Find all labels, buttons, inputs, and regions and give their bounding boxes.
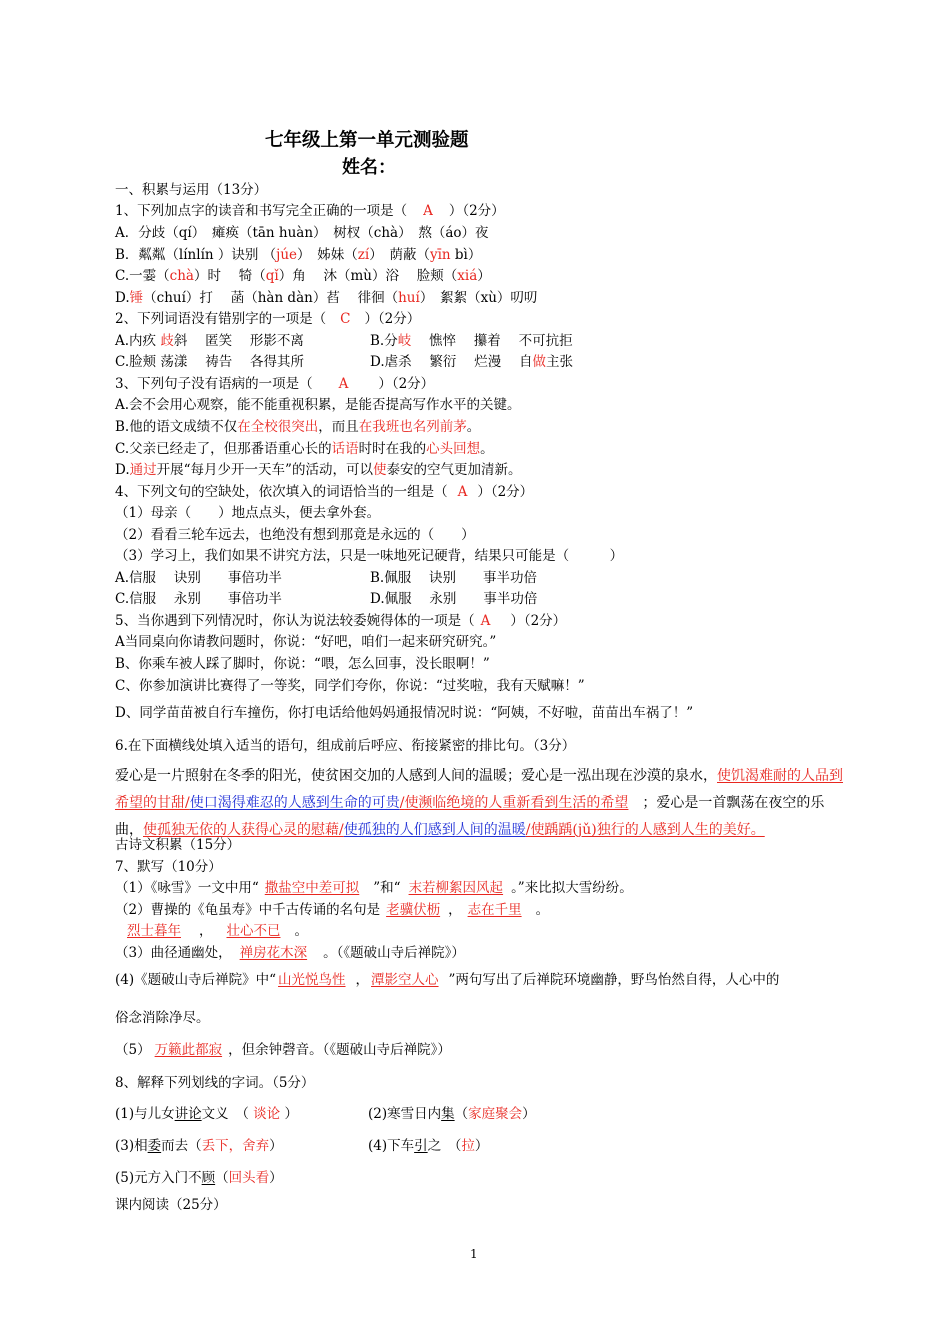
q2-option-c: C.脸颊 荡漾 祷告 各得其所 [115, 354, 305, 370]
q1-b-mark: júe [276, 247, 298, 263]
q7-text: ， [448, 902, 462, 918]
q2-option-b [370, 332, 573, 350]
q5-answer: A [480, 613, 491, 629]
q3-option-d [115, 461, 521, 479]
q2-answer: C [340, 311, 351, 327]
q8-text: （ [215, 1170, 229, 1186]
q1-d-text: （chuí）打 菡（hàn dàn）萏 徘徊（ [143, 290, 399, 306]
q6-separator: / [339, 822, 344, 838]
q3-option-a: A.会不会用心观察，能不能重视积累，是能否提高写作水平的关键。 [115, 397, 521, 413]
q8-item-3 [115, 1137, 283, 1155]
q1-c-text: C.一霎（ [115, 268, 170, 284]
q1-d-mark: huí [398, 290, 420, 306]
q6-separator: / [185, 795, 190, 811]
page-number: 1 [470, 1247, 478, 1261]
q8-item-2 [368, 1105, 536, 1123]
q4-stem-text: 4、下列文句的空缺处，依次填入的词语恰当的一组是（ [115, 484, 448, 500]
q8-text: (5)元方入门不 [115, 1170, 202, 1186]
q1-c-text: ）角 沐（mù）浴 脸颊（ [278, 268, 458, 284]
q4-sentence-1: （1）母亲（ ）地点点头，便去拿外套。 [115, 505, 381, 521]
q6-answer: 使口渴得难忍的人感到生命的可贵 [189, 795, 400, 811]
q8-text: 文义 （ [201, 1106, 254, 1122]
q6-answer: 使孤独无依的人获得心灵的慰藉 [143, 822, 339, 838]
q7-text: 。（《题破山寺后禅院》） [323, 945, 465, 961]
q7-line-6 [115, 1041, 451, 1059]
q4-answer: A [457, 484, 468, 500]
q5-option-c: C、你参加演讲比赛得了一等奖，同学们夸你，你说：“过奖啦，我有天赋嘛！” [115, 678, 585, 694]
section-heading-3: 课内阅读（25分） [115, 1197, 227, 1213]
q3-d-text: 开展“每月少开一天车”的活动，可以 [156, 462, 373, 478]
q7-text: (4)《题破山寺后禅院》中“ [115, 972, 277, 988]
q7-answer: 志在千里 [467, 902, 522, 918]
q7-text: ， [199, 923, 213, 939]
q1-d-text: ） 絮絮（xù）叨叨 [419, 290, 538, 306]
q1-c-text: ） [477, 268, 491, 284]
q7-answer: 壮心不已 [226, 923, 281, 939]
q8-stem: 8、解释下列划线的字词。（5分） [115, 1075, 315, 1091]
q1-d-mark: 锤 [129, 290, 144, 306]
q3-d-mark: 通过 [129, 462, 157, 478]
q8-answer: 回头看 [228, 1170, 270, 1186]
q7-answer: 末若柳絮因风起 [408, 880, 504, 896]
q8-text: 之 （ [427, 1138, 462, 1154]
q7-line-3 [115, 922, 308, 940]
q7-text: （2）曹操的《龟虽寿》中千古传诵的名句是 [115, 902, 381, 918]
q2-b-mark: 岐 [397, 333, 412, 349]
q8-item-4 [368, 1137, 488, 1155]
q8-text: ） [522, 1106, 536, 1122]
q7-line-2 [115, 901, 549, 919]
section-heading-2: 古诗文积累（15分） [115, 837, 241, 853]
q1-c-mark: chà [169, 268, 194, 284]
q8-item-1 [115, 1105, 298, 1123]
q3-c-text: 时时在我的 [358, 441, 427, 457]
q2-a-mark: 歧 [160, 333, 174, 349]
q1-option-b [115, 246, 481, 264]
q8-text: (2)寒雪日内 [368, 1106, 442, 1122]
q8-text: ） [269, 1170, 283, 1186]
q7-answer: 禅房花木深 [239, 945, 308, 961]
q2-d-text: D.虐杀 繁衍 烂漫 自 [370, 354, 533, 370]
q6-answer: 使踽踽(jǔ)独行的人感到人生的美好。 [530, 822, 765, 838]
q8-text: 而去（ [161, 1138, 202, 1154]
q6-answer: 使饥渴难耐的人品到希望的甘甜 [115, 768, 843, 811]
q1-stem [115, 202, 505, 220]
q8-answer: 丢下，舍弃 [201, 1138, 270, 1154]
q5-option-b: B、你乘车被人踩了脚时，你说：“喂，怎么回事，没长眼啊！” [115, 656, 490, 672]
q6-passage-text: ；爱心是一首飘荡在夜空的乐曲， [115, 795, 825, 838]
q8-answer: 拉 [461, 1138, 475, 1154]
q1-b-text: bì） [450, 247, 482, 263]
q8-text: (3)相 [115, 1138, 148, 1154]
q2-stem-score: ）（2分） [364, 311, 421, 327]
q7-line-5-cont: 俗念消除净尽。 [115, 1010, 210, 1026]
q1-b-text: ） 姊妹（ [297, 247, 358, 263]
q7-line-5 [115, 971, 779, 989]
q7-line-1 [115, 879, 633, 897]
q2-a-text: A.内疚 [115, 333, 161, 349]
q1-stem-score: ）（2分） [448, 203, 505, 219]
q7-answer: 烈士暮年 [127, 923, 181, 939]
q7-stem: 7、默写（10分） [115, 859, 222, 875]
q3-b-text: 。 [466, 419, 481, 435]
q4-option-d: D.佩服 永别 事半功倍 [370, 591, 538, 607]
q2-option-d [370, 353, 573, 371]
q7-text: 。 [535, 902, 550, 918]
q7-text: （3）曲径通幽处， [115, 945, 232, 961]
q6-answer: 使孤独的人们感到人间的温暖 [343, 822, 526, 838]
q3-c-text: C.父亲已经走了，但那番语重心长的 [115, 441, 332, 457]
q3-c-mark: 心头回想 [426, 441, 481, 457]
q6-answer: 使濒临绝境的人重新看到生活的希望 [404, 795, 629, 811]
q8-answer: 家庭聚会 [468, 1106, 523, 1122]
q3-stem [115, 375, 434, 393]
q1-c-mark: qǐ [265, 268, 279, 284]
q8-item-5 [115, 1169, 283, 1187]
q3-b-mark: 在全校很突出 [237, 419, 319, 435]
page-title: 七年级上第一单元测验题 [265, 130, 469, 151]
q6-passage [115, 763, 845, 844]
q8-target-word: 委 [147, 1138, 162, 1154]
q1-c-mark: xiá [457, 268, 478, 284]
q5-stem [115, 612, 566, 630]
q2-a-text: 斜 匿笑 形影不离 [173, 333, 304, 349]
q1-answer: A [423, 203, 433, 219]
q3-d-mark: 使 [372, 462, 387, 478]
q1-d-text: D. [115, 290, 130, 306]
q3-option-c [115, 440, 494, 458]
q7-answer: 老骥伏枥 [386, 902, 441, 918]
q1-b-text: B．粼粼（línlín ）诀别 （ [115, 247, 277, 263]
q1-b-mark: yīn [429, 247, 451, 263]
q5-stem-score: ）（2分） [510, 613, 567, 629]
q3-b-text: ，而且 [318, 419, 359, 435]
q7-text: 。”来比拟大雪纷纷。 [511, 880, 633, 896]
q5-stem-text: 5、当你遇到下列情况时，你认为说法较委婉得体的一项是（ [115, 613, 475, 629]
q8-text: (4)下车 [368, 1138, 415, 1154]
q7-text: ，但余钟磬音。（《题破山寺后禅院》） [228, 1042, 451, 1058]
q6-stem: 6.在下面横线处填入适当的语句，组成前后呼应、衔接紧密的排比句。（3分） [115, 738, 576, 754]
q8-target-word: 引 [414, 1138, 428, 1154]
q7-answer: 潭影空人心 [371, 972, 439, 988]
q4-option-b: B.佩服 诀别 事半功倍 [370, 570, 538, 586]
q8-text: ） [280, 1106, 298, 1122]
q8-target-word: 顾 [201, 1170, 216, 1186]
q4-option-c: C.信服 永别 事倍功半 [115, 591, 282, 607]
q3-stem-text: 3、下列句子没有语病的一项是（ [115, 376, 313, 392]
q4-stem-score: ）（2分） [477, 484, 534, 500]
q5-option-d: D、同学苗苗被自行车撞伤，你打电话给他妈妈通报情况时说：“阿姨，不好啦，苗苗出车祸了！” [115, 705, 694, 721]
q6-passage-text: 爱心是一片照射在冬季的阳光，使贫困交加的人感到人间的温暖；爱心是一泓出现在沙漠的泉水， [115, 768, 717, 784]
q3-b-text: B.他的语文成绩不仅 [115, 419, 238, 435]
q3-d-text: 泰安的空气更加清新。 [386, 462, 522, 478]
q2-d-text: 主张 [546, 354, 574, 370]
q1-option-d [115, 289, 537, 307]
q7-text: ， [355, 972, 370, 988]
q7-text: ”两句写出了后禅院环境幽静，野鸟怡然自得，人心中的 [448, 972, 780, 988]
q7-line-4 [115, 944, 465, 962]
q2-b-text: B.分 [370, 333, 398, 349]
q3-c-text: 。 [480, 441, 494, 457]
q7-answer: 撒盐空中差可拟 [264, 880, 360, 896]
q8-target-word: 讲论 [174, 1106, 202, 1122]
q3-option-b [115, 418, 480, 436]
q8-answer: 谈论 [253, 1106, 281, 1122]
q1-b-mark: zí [357, 247, 370, 263]
q1-b-text: ） 荫蔽（ [369, 247, 430, 263]
q6-separator: / [399, 795, 405, 811]
q7-text: （5） [115, 1042, 151, 1058]
q4-stem [115, 483, 533, 501]
q2-b-text: 憔悴 攥着 不可抗拒 [411, 333, 573, 349]
q1-c-text: ）时 犄（ [193, 268, 266, 284]
q2-stem-text: 2、下列词语没有错别字的一项是（ [115, 311, 327, 327]
q2-d-mark: 做 [532, 354, 547, 370]
q4-sentence-2: （2）看看三轮车远去，也绝没有想到那竟是永远的（ ） [115, 527, 475, 543]
q8-text: ） [269, 1138, 283, 1154]
q8-text: ） [474, 1138, 489, 1154]
name-label: 姓名： [342, 157, 396, 178]
q3-answer: A [338, 376, 349, 392]
q1-option-a: A．分歧（qí） 瘫痪（tān huàn） 树杈（chà） 熬（áo）夜 [115, 225, 489, 241]
q7-answer: 山光悦鸟性 [278, 972, 346, 988]
q2-option-a [115, 332, 304, 350]
q3-stem-score: ）（2分） [378, 376, 435, 392]
q6-separator: / [525, 822, 531, 838]
q5-option-a: A当同桌向你请教问题时，你说：“好吧，咱们一起来研究研究。” [115, 634, 497, 650]
q4-option-a: A.信服 诀别 事倍功半 [115, 570, 282, 586]
q8-text: (1)与儿女 [115, 1106, 175, 1122]
q1-stem-text: 1、下列加点字的读音和书写完全正确的一项是（ [115, 203, 408, 219]
q7-text: 。 [294, 923, 308, 939]
q8-text: （ [454, 1106, 469, 1122]
q7-answer: 万籁此都寂 [154, 1042, 223, 1058]
section-heading-1: 一、积累与运用（13分） [115, 182, 268, 198]
q3-d-text: D. [115, 462, 130, 478]
q3-b-mark: 在我班也名列前茅 [358, 419, 467, 435]
q1-option-c [115, 267, 491, 285]
q2-stem [115, 310, 420, 328]
q4-sentence-3: （3）学习上，我们如果不讲究方法，只是一味地死记硬背，结果只可能是（ ） [115, 548, 624, 564]
q7-text: （1）《咏雪》一文中用“ [115, 880, 259, 896]
q7-text: ”和“ [373, 880, 401, 896]
q3-c-mark: 话语 [331, 441, 359, 457]
q8-target-word: 集 [441, 1106, 455, 1122]
